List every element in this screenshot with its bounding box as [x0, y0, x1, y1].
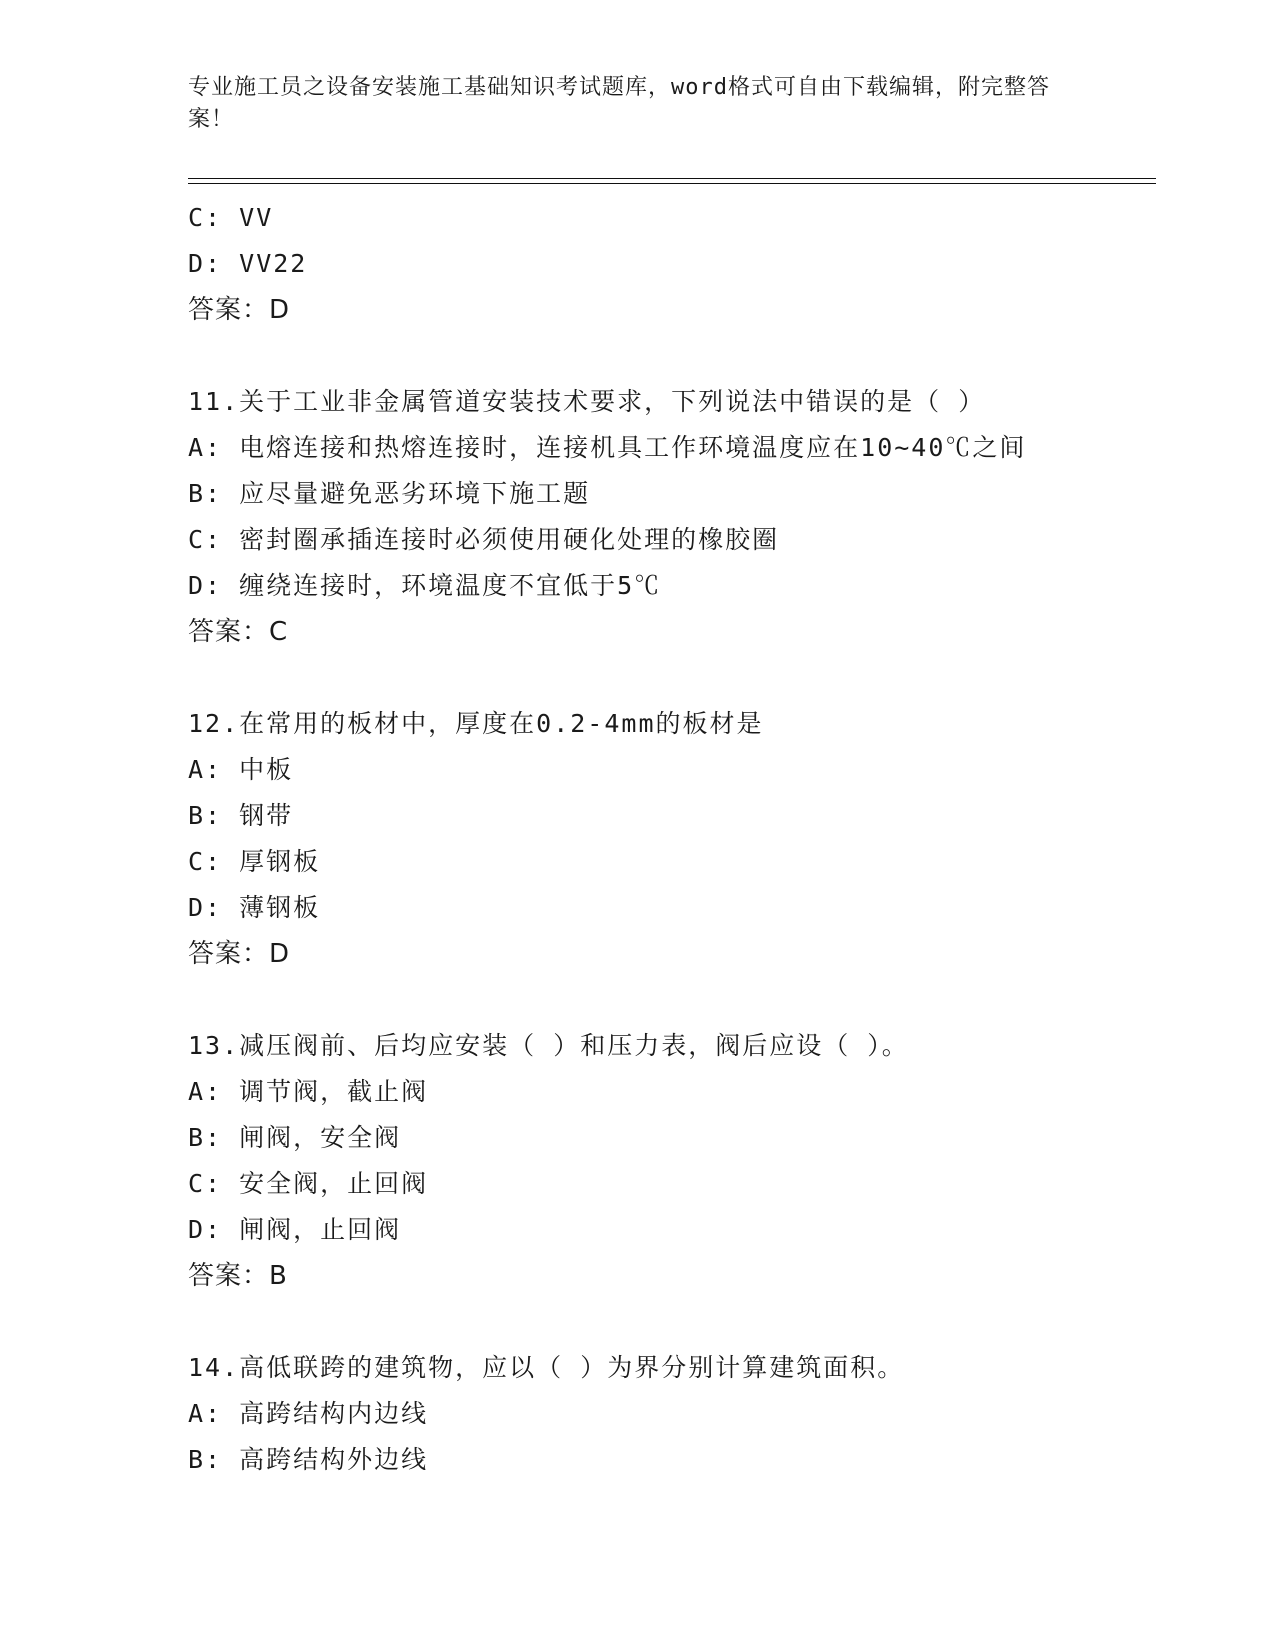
option-text: A: 电熔连接和热熔连接时，连接机具工作环境温度应在10~40℃之间 — [188, 433, 1027, 462]
option-text: A: 调节阀，截止阀 — [188, 1077, 429, 1106]
block-spacer — [188, 1299, 1156, 1345]
option-text: B: 高跨结构外边线 — [188, 1445, 429, 1474]
block-spacer — [188, 977, 1156, 1023]
option-text: C: 厚钢板 — [188, 847, 321, 876]
question-block — [188, 1345, 1156, 1483]
option-text: D: 闸阀，止回阀 — [188, 1215, 402, 1244]
option-text: C: 密封圈承插连接时必须使用硬化处理的橡胶圈 — [188, 525, 780, 554]
block-spacer — [188, 333, 1156, 379]
document-header: 专业施工员之设备安装施工基础知识考试题库，word格式可自由下载编辑，附完整答案！ — [188, 75, 1050, 132]
answer-text: 答案：D — [188, 295, 291, 325]
option-text: C: VV — [188, 203, 274, 232]
block-spacer — [188, 655, 1156, 701]
question-text: 11.关于工业非金属管道安装技术要求，下列说法中错误的是（ ） — [188, 387, 986, 416]
header-divider-bottom — [188, 183, 1156, 184]
question-block — [188, 701, 1156, 977]
question-text: 14.高低联跨的建筑物，应以（ ）为界分别计算建筑面积。 — [188, 1353, 905, 1382]
option-text: B: 应尽量避免恶劣环境下施工题 — [188, 479, 591, 508]
option-text: A: 高跨结构内边线 — [188, 1399, 429, 1428]
answer-text: 答案：D — [188, 939, 291, 969]
answer-text: 答案：C — [188, 617, 289, 647]
question-text: 12.在常用的板材中，厚度在0.2-4mm的板材是 — [188, 709, 764, 738]
header-divider-top — [188, 178, 1156, 179]
option-text: A: 中板 — [188, 755, 294, 784]
answer-text: 答案：B — [188, 1261, 288, 1291]
option-text: D: 薄钢板 — [188, 893, 321, 922]
option-text: B: 闸阀，安全阀 — [188, 1123, 402, 1152]
option-text: C: 安全阀，止回阀 — [188, 1169, 429, 1198]
option-text: B: 钢带 — [188, 801, 294, 830]
question-block — [188, 195, 1156, 333]
question-list — [188, 195, 1156, 1483]
option-text: D: VV22 — [188, 249, 308, 278]
question-block — [188, 1023, 1156, 1299]
question-text: 13.减压阀前、后均应安装（ ）和压力表，阀后应设（ ）。 — [188, 1031, 909, 1060]
question-block — [188, 379, 1156, 655]
option-text: D: 缠绕连接时，环境温度不宜低于5℃ — [188, 571, 662, 600]
